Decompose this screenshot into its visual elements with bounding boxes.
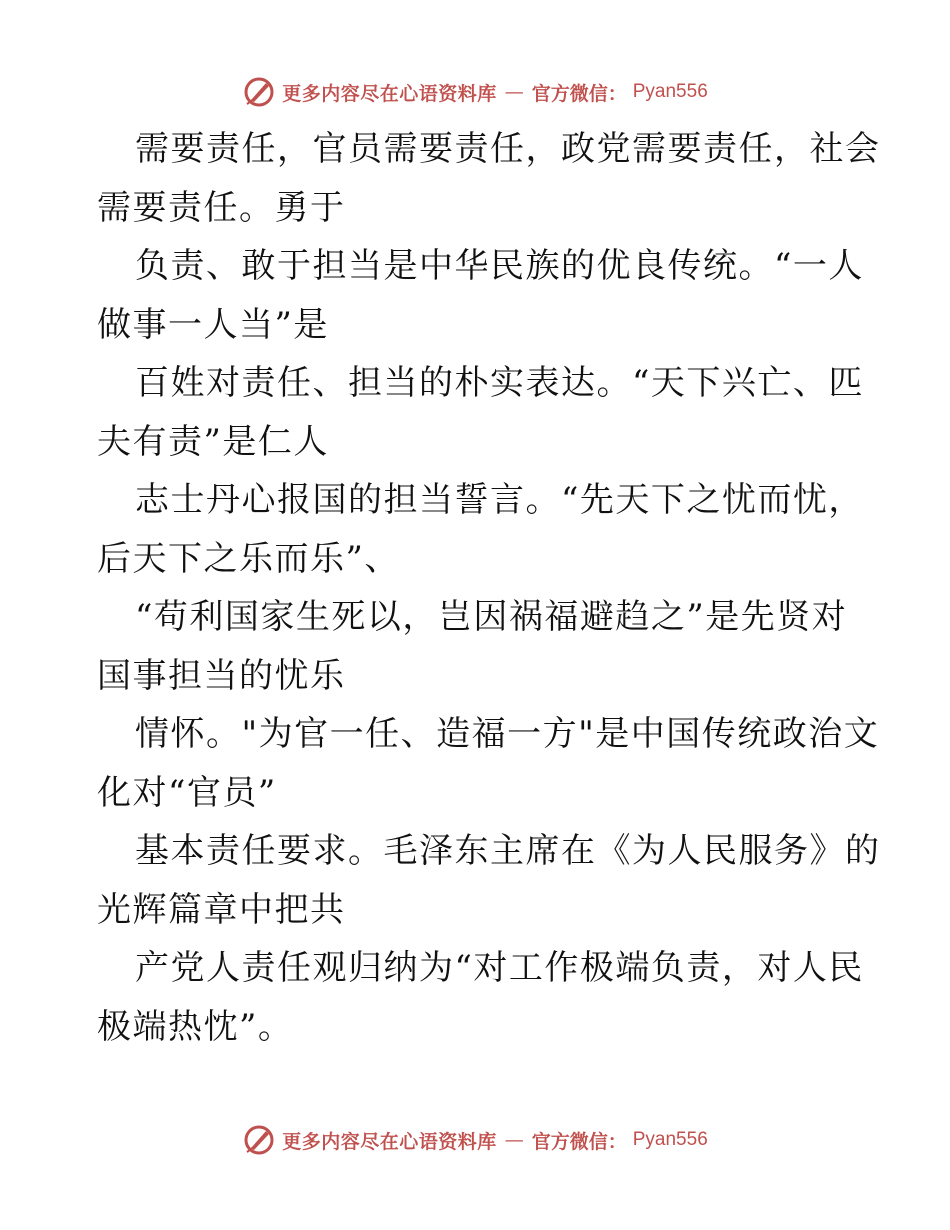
text-line: 做事一人当”是 bbox=[97, 304, 329, 345]
footer-watermark bbox=[0, 1120, 950, 1160]
watermark-text: 更多内容尽在心语资料库 bbox=[282, 82, 497, 105]
text-line: 基本责任要求。毛泽东主席在《为人民服务》的 bbox=[135, 831, 881, 871]
text-line: “苟利国家生死以，岂因祸福避趋之”是先贤对 bbox=[135, 597, 848, 637]
text-line: 百姓对责任、担当的朴实表达。“天下兴亡、匹 bbox=[135, 363, 864, 403]
document-body bbox=[97, 120, 881, 1056]
watermark-label: 官方微信： bbox=[531, 1130, 627, 1153]
text-line: 化对“官员” bbox=[97, 772, 277, 813]
header-watermark bbox=[0, 72, 950, 112]
watermark-dash: — bbox=[504, 1129, 524, 1151]
quill-logo-icon bbox=[242, 75, 276, 109]
text-line: 需要责任。勇于 bbox=[97, 187, 346, 228]
watermark-dash: — bbox=[504, 81, 524, 103]
text-line: 情怀。"为官一任、造福一方"是中国传统政治文 bbox=[135, 714, 880, 754]
watermark-label: 官方微信： bbox=[531, 82, 627, 105]
text-line: 产党人责任观归纳为“对工作极端负责，对人民 bbox=[135, 948, 864, 988]
text-line: 需要责任，官员需要责任，政党需要责任，社会 bbox=[135, 129, 881, 169]
text-line: 负责、敢于担当是中华民族的优良传统。“一人 bbox=[135, 246, 864, 286]
watermark-text: 更多内容尽在心语资料库 bbox=[282, 1130, 497, 1153]
watermark-id: Pyan556 bbox=[632, 1129, 708, 1150]
quill-logo-icon bbox=[242, 1123, 276, 1157]
text-line: 后天下之乐而乐”、 bbox=[97, 538, 400, 579]
text-line: 国事担当的忧乐 bbox=[97, 655, 346, 696]
text-line: 光辉篇章中把共 bbox=[97, 889, 346, 930]
text-line: 极端热忱”。 bbox=[97, 1006, 294, 1047]
watermark-id: Pyan556 bbox=[632, 81, 708, 102]
text-line: 夫有责”是仁人 bbox=[97, 421, 329, 462]
text-line: 志士丹心报国的担当誓言。“先天下之忧而忧， bbox=[135, 480, 864, 520]
